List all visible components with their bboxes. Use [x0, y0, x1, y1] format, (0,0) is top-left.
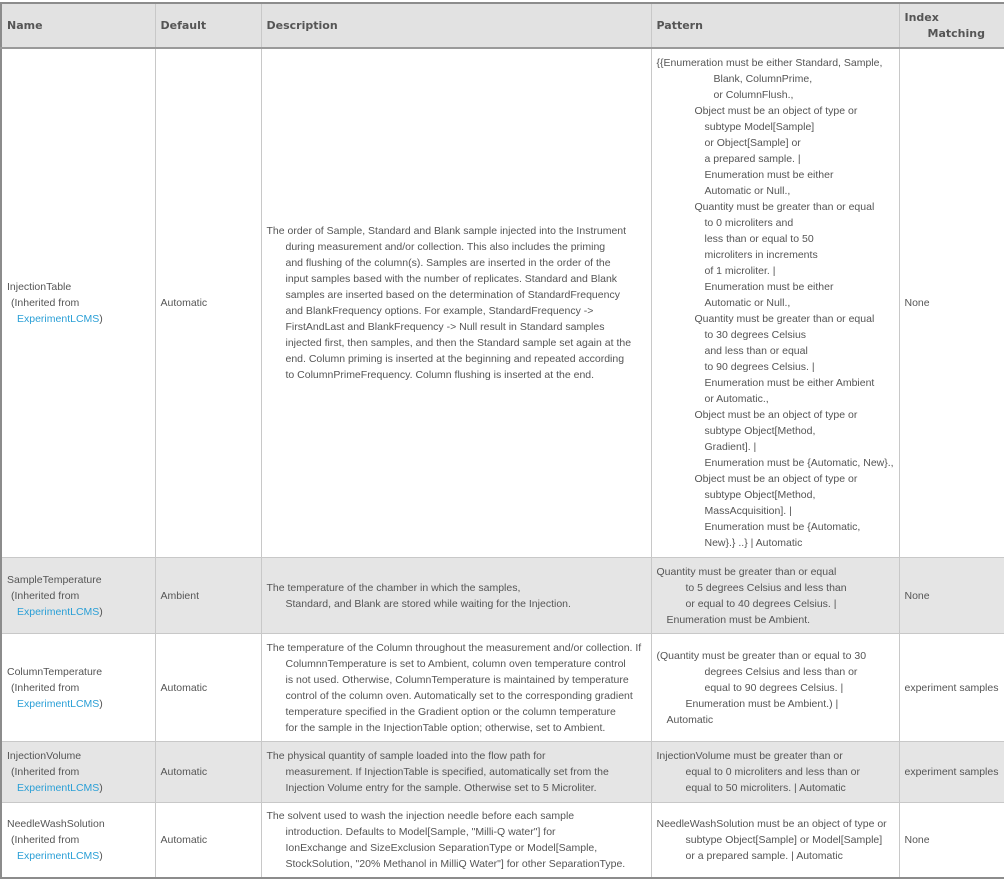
default-value: Ambient	[155, 558, 261, 634]
option-name: InjectionTable	[7, 281, 72, 293]
description-line: The order of Sample, Standard and Blank sample injected into the Instrument	[266, 225, 627, 237]
inherited-suffix: )	[99, 605, 103, 618]
pattern-line: degrees Celsius and less than or	[704, 665, 858, 678]
description-line: samples are inserted based on the determination of StandardFrequency	[285, 289, 620, 301]
pattern-line: subtype Model[Sample]	[704, 121, 815, 133]
pattern-line: New}.} ..} | Automatic	[704, 537, 803, 549]
option-name-cell	[1, 803, 155, 879]
description-cell	[261, 634, 651, 742]
table-row	[1, 48, 1004, 558]
inherited-label: (Inherited from	[11, 834, 80, 846]
inherited-from	[7, 848, 150, 864]
index-matching-value: None	[899, 558, 1004, 634]
pattern-line: to 0 microliters and	[704, 217, 794, 229]
experiment-link[interactable]: ExperimentLCMS	[17, 605, 100, 618]
description-line: for the sample in the InjectionTable option; otherwise, set to Ambient.	[285, 721, 606, 734]
index-matching-value: experiment samples	[899, 634, 1004, 742]
pattern-line: or ColumnFlush.,	[713, 89, 794, 101]
index-matching-value: experiment samples	[899, 742, 1004, 803]
option-name: SampleTemperature	[7, 573, 102, 586]
pattern-line: or Object[Sample] or	[704, 137, 801, 149]
pattern-line: Blank, ColumnPrime,	[713, 73, 813, 85]
pattern-cell	[651, 558, 899, 634]
description-line: introduction. Defaults to Model[Sample, "Milli-Q water"] for	[285, 826, 556, 838]
pattern-line: or a prepared sample. | Automatic	[685, 850, 843, 862]
header-index-matching-line2: Matching	[927, 26, 985, 40]
pattern-line: or equal to 40 degrees Celsius. |	[685, 597, 837, 610]
pattern-line: Enumeration must be {Automatic,	[704, 521, 861, 533]
description-cell	[261, 558, 651, 634]
inherited-from	[7, 780, 150, 796]
inherited-suffix: )	[99, 850, 103, 862]
pattern-line: Object must be an object of type or	[694, 473, 858, 485]
table-row	[1, 558, 1004, 634]
description-line: IonExchange and SizeExclusion SeparationType or Model[Sample,	[285, 842, 598, 854]
description-line: The solvent used to wash the injection needle before each sample	[266, 810, 575, 822]
pattern-line: Enumeration must be either Ambient	[704, 377, 875, 389]
inherited-suffix: )	[99, 313, 103, 325]
description-line: end. Column priming is inserted at the beginning and repeated according	[285, 353, 625, 365]
option-name-cell	[1, 558, 155, 634]
inherited-from	[7, 696, 150, 712]
pattern-line: MassAcquisition]. |	[704, 505, 792, 517]
pattern-line: less than or equal to 50	[704, 233, 814, 245]
description-line: StockSolution, "20% Methanol in MilliQ Water"] for other SeparationType.	[285, 858, 626, 870]
experiment-link[interactable]: ExperimentLCMS	[17, 313, 100, 325]
pattern-line: subtype Object[Method,	[704, 489, 816, 501]
pattern-cell	[651, 634, 899, 742]
description-line: to ColumnPrimeFrequency. Column flushing is inserted at the end.	[285, 369, 595, 381]
inherited-label: (Inherited from	[11, 766, 80, 778]
pattern-line: Enumeration must be Ambient.) |	[685, 697, 839, 710]
pattern-line: and less than or equal	[704, 345, 808, 357]
pattern-line: Object must be an object of type or	[694, 105, 858, 117]
pattern-line: Enumeration must be either	[704, 169, 834, 181]
description-line: input samples based with the number of replicates. Standard and Blank	[285, 273, 618, 285]
description-line: Standard, and Blank are stored while waiting for the Injection.	[285, 597, 571, 610]
pattern-line: Automatic or Null.,	[704, 297, 791, 309]
table-row	[1, 634, 1004, 742]
table-row	[1, 742, 1004, 803]
experiment-link[interactable]: ExperimentLCMS	[17, 850, 100, 862]
header-pattern: Pattern	[651, 3, 899, 48]
pattern-line: to 5 degrees Celsius and less than	[685, 581, 847, 594]
header-name: Name	[1, 3, 155, 48]
pattern-line: Object must be an object of type or	[694, 409, 858, 421]
index-matching-value: None	[899, 48, 1004, 558]
pattern-cell	[651, 742, 899, 803]
pattern-line: Quantity must be greater than or equal	[694, 201, 875, 213]
pattern-line: Enumeration must be Ambient.	[666, 613, 811, 626]
option-name: NeedleWashSolution	[7, 818, 105, 830]
pattern-line: (Quantity must be greater than or equal to 30	[656, 649, 867, 662]
inherited-from	[7, 311, 150, 327]
pattern-cell	[651, 48, 899, 558]
description-line: control of the column oven. Automatically set to the corresponding gradient	[285, 689, 633, 702]
description-line: and flushing of the column(s). Samples are inserted in the order of the	[285, 257, 611, 269]
description-line: The temperature of the Column throughout the measurement and/or collection. If	[266, 641, 642, 654]
inherited-label: (Inherited from	[11, 297, 80, 309]
table-row	[1, 803, 1004, 879]
description-line: temperature specified in the Gradient option or the column temperature	[285, 705, 616, 718]
default-value: Automatic	[155, 803, 261, 879]
pattern-line: of 1 microliter. |	[704, 265, 776, 277]
description-line: and BlankFrequency options. For example, StandardFrequency ->	[285, 305, 594, 317]
pattern-line: subtype Object[Sample] or Model[Sample]	[685, 834, 883, 846]
default-value: Automatic	[155, 742, 261, 803]
options-table	[0, 2, 1004, 879]
pattern-line: subtype Object[Method,	[704, 425, 816, 437]
pattern-line: {{Enumeration must be either Standard, Sample,	[656, 57, 883, 69]
inherited-suffix: )	[99, 697, 103, 710]
option-name: ColumnTemperature	[7, 665, 103, 678]
description-line: measurement. If InjectionTable is specified, automatically set from the	[285, 766, 609, 778]
description-line: Injection Volume entry for the sample. Otherwise set to 5 Microliter.	[285, 782, 597, 794]
pattern-line: microliters in increments	[704, 249, 818, 261]
default-value: Automatic	[155, 634, 261, 742]
pattern-cell	[651, 803, 899, 879]
pattern-line: InjectionVolume must be greater than or	[656, 750, 843, 762]
option-name-cell	[1, 742, 155, 803]
pattern-line: Quantity must be greater than or equal	[694, 313, 875, 325]
option-name: InjectionVolume	[7, 750, 82, 762]
pattern-line: NeedleWashSolution must be an object of type or	[656, 818, 887, 830]
pattern-line: equal to 90 degrees Celsius. |	[704, 681, 844, 694]
description-cell	[261, 803, 651, 879]
description-line: The temperature of the chamber in which the samples,	[266, 581, 521, 594]
option-name-cell	[1, 48, 155, 558]
description-line: during measurement and/or collection. This also includes the priming	[285, 241, 606, 253]
header-row	[1, 3, 1004, 48]
description-line: is not used. Otherwise, ColumnTemperature is maintained by temperature	[285, 673, 629, 686]
pattern-line: Enumeration must be {Automatic, New}.,	[704, 457, 894, 469]
inherited-label: (Inherited from	[11, 681, 80, 694]
pattern-line: equal to 50 microliters. | Automatic	[685, 782, 846, 794]
description-cell	[261, 48, 651, 558]
header-default: Default	[155, 3, 261, 48]
default-value: Automatic	[155, 48, 261, 558]
pattern-line: Quantity must be greater than or equal	[656, 565, 837, 578]
inherited-suffix: )	[99, 782, 103, 794]
description-line: ColumnnTemperature is set to Ambient, column oven temperature control	[285, 657, 626, 670]
description-line: injected first, then samples, and then the Standard sample set again at the	[285, 337, 632, 349]
pattern-line: a prepared sample. |	[704, 153, 801, 165]
pattern-line: Automatic	[666, 713, 714, 726]
option-name-cell	[1, 634, 155, 742]
inherited-from	[7, 604, 150, 620]
pattern-line: to 30 degrees Celsius	[704, 329, 807, 341]
pattern-line: to 90 degrees Celsius. |	[704, 361, 815, 373]
pattern-line: or Automatic.,	[704, 393, 769, 405]
pattern-line: Enumeration must be either	[704, 281, 834, 293]
pattern-line: equal to 0 microliters and less than or	[685, 766, 861, 778]
inherited-label: (Inherited from	[11, 589, 80, 602]
pattern-line: Gradient]. |	[704, 441, 757, 453]
description-cell	[261, 742, 651, 803]
pattern-line: Automatic or Null.,	[704, 185, 791, 197]
header-description: Description	[261, 3, 651, 48]
index-matching-value: None	[899, 803, 1004, 879]
description-line: FirstAndLast and BlankFrequency -> Null result in Standard samples	[285, 321, 605, 333]
header-index-matching	[899, 3, 1004, 48]
experiment-link[interactable]: ExperimentLCMS	[17, 697, 100, 710]
description-line: The physical quantity of sample loaded into the flow path for	[266, 750, 546, 762]
experiment-link[interactable]: ExperimentLCMS	[17, 782, 100, 794]
header-index-matching-line1: Index	[904, 10, 939, 24]
